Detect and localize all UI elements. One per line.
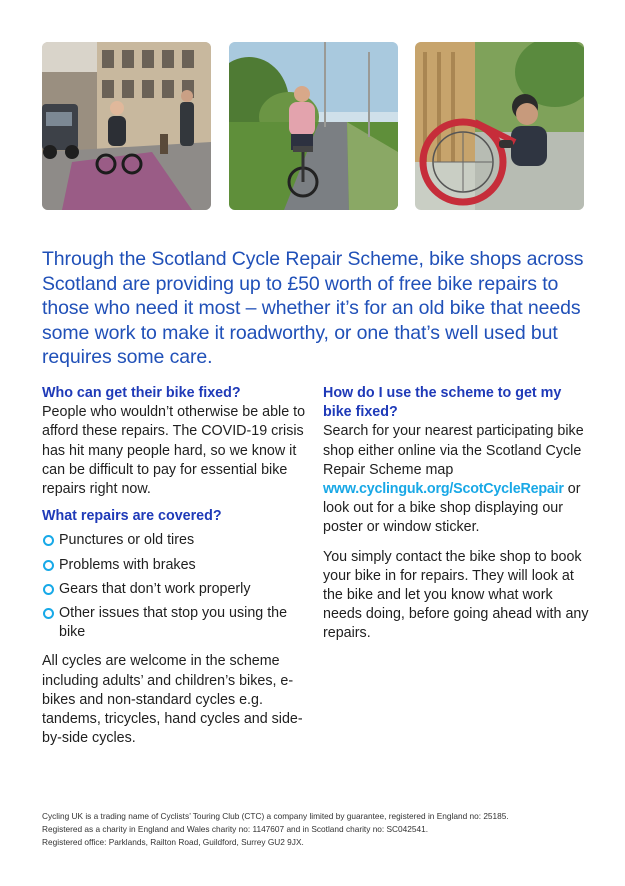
repairs-heading: What repairs are covered? <box>42 508 222 525</box>
photo-strip <box>42 42 584 210</box>
repairs-list <box>42 531 310 642</box>
left-column <box>42 384 310 748</box>
list-item: Other issues that stop you using the bike <box>42 604 310 642</box>
legal-footer <box>42 810 602 848</box>
footer-line: Registered office: Parklands, Railton Road, Guildford, Surrey GU2 9JX. <box>42 836 304 847</box>
right-column <box>323 384 591 644</box>
hand-cycle-photo <box>415 42 584 210</box>
bullet-ring-icon <box>43 584 54 595</box>
woman-cycling-photo <box>229 42 398 210</box>
bullet-ring-icon <box>43 535 54 546</box>
street-tricycle-photo <box>42 42 211 210</box>
contact-text: You simply contact the bike shop to book your bike in for repairs. They will look at the bike and let you know what work needs doing, before going ahead with any repairs. <box>323 548 589 642</box>
footer-line: Registered as a charity in England and Wales charity no: 1147607 and in Scotland charity no: SC042541. <box>42 823 429 834</box>
who-heading: Who can get their bike fixed? <box>42 385 241 401</box>
bullet-ring-icon <box>43 560 54 571</box>
intro-text: Through the Scotland Cycle Repair Scheme, bike shops across Scotland are providing up to £50 worth of free bike repairs to those who need it most – whether it’s for an old bike that needs some work to make it roadworthy, or one that’s well used but requires some care. <box>42 248 584 369</box>
how-heading: How do I use the scheme to get my bike fixed? <box>323 385 562 421</box>
bullet-ring-icon <box>43 608 54 619</box>
list-item: Problems with brakes <box>42 556 310 575</box>
list-item: Punctures or old tires <box>42 531 310 550</box>
who-body: People who wouldn’t otherwise be able to afford these repairs. The COVID-19 crisis has hit many people hard, so we know it can be difficult to pay for essential bike repairs right now. <box>42 404 306 498</box>
scheme-map-link[interactable]: www.cyclinguk.org/ScotCycleRepair <box>323 481 564 498</box>
footer-line: Cycling UK is a trading name of Cyclists’ Touring Club (CTC) a company limited by guarantee, registered in England no: 25185. <box>42 811 509 821</box>
list-item: Gears that don’t work properly <box>42 580 310 599</box>
how-body: Search for your nearest participating bike shop either online via the Scotland Cycle Repair Scheme map www.cyclinguk.org/ScotCycleRepair or look out for a bike shop displaying our poster or window sticker. <box>323 423 584 536</box>
cycles-text: All cycles are welcome in the scheme including adults’ and children’s bikes, e-bikes and non-standard cycles e.g. tandems, tricycles, hand cycles and side-by-side cycles. <box>42 653 303 747</box>
